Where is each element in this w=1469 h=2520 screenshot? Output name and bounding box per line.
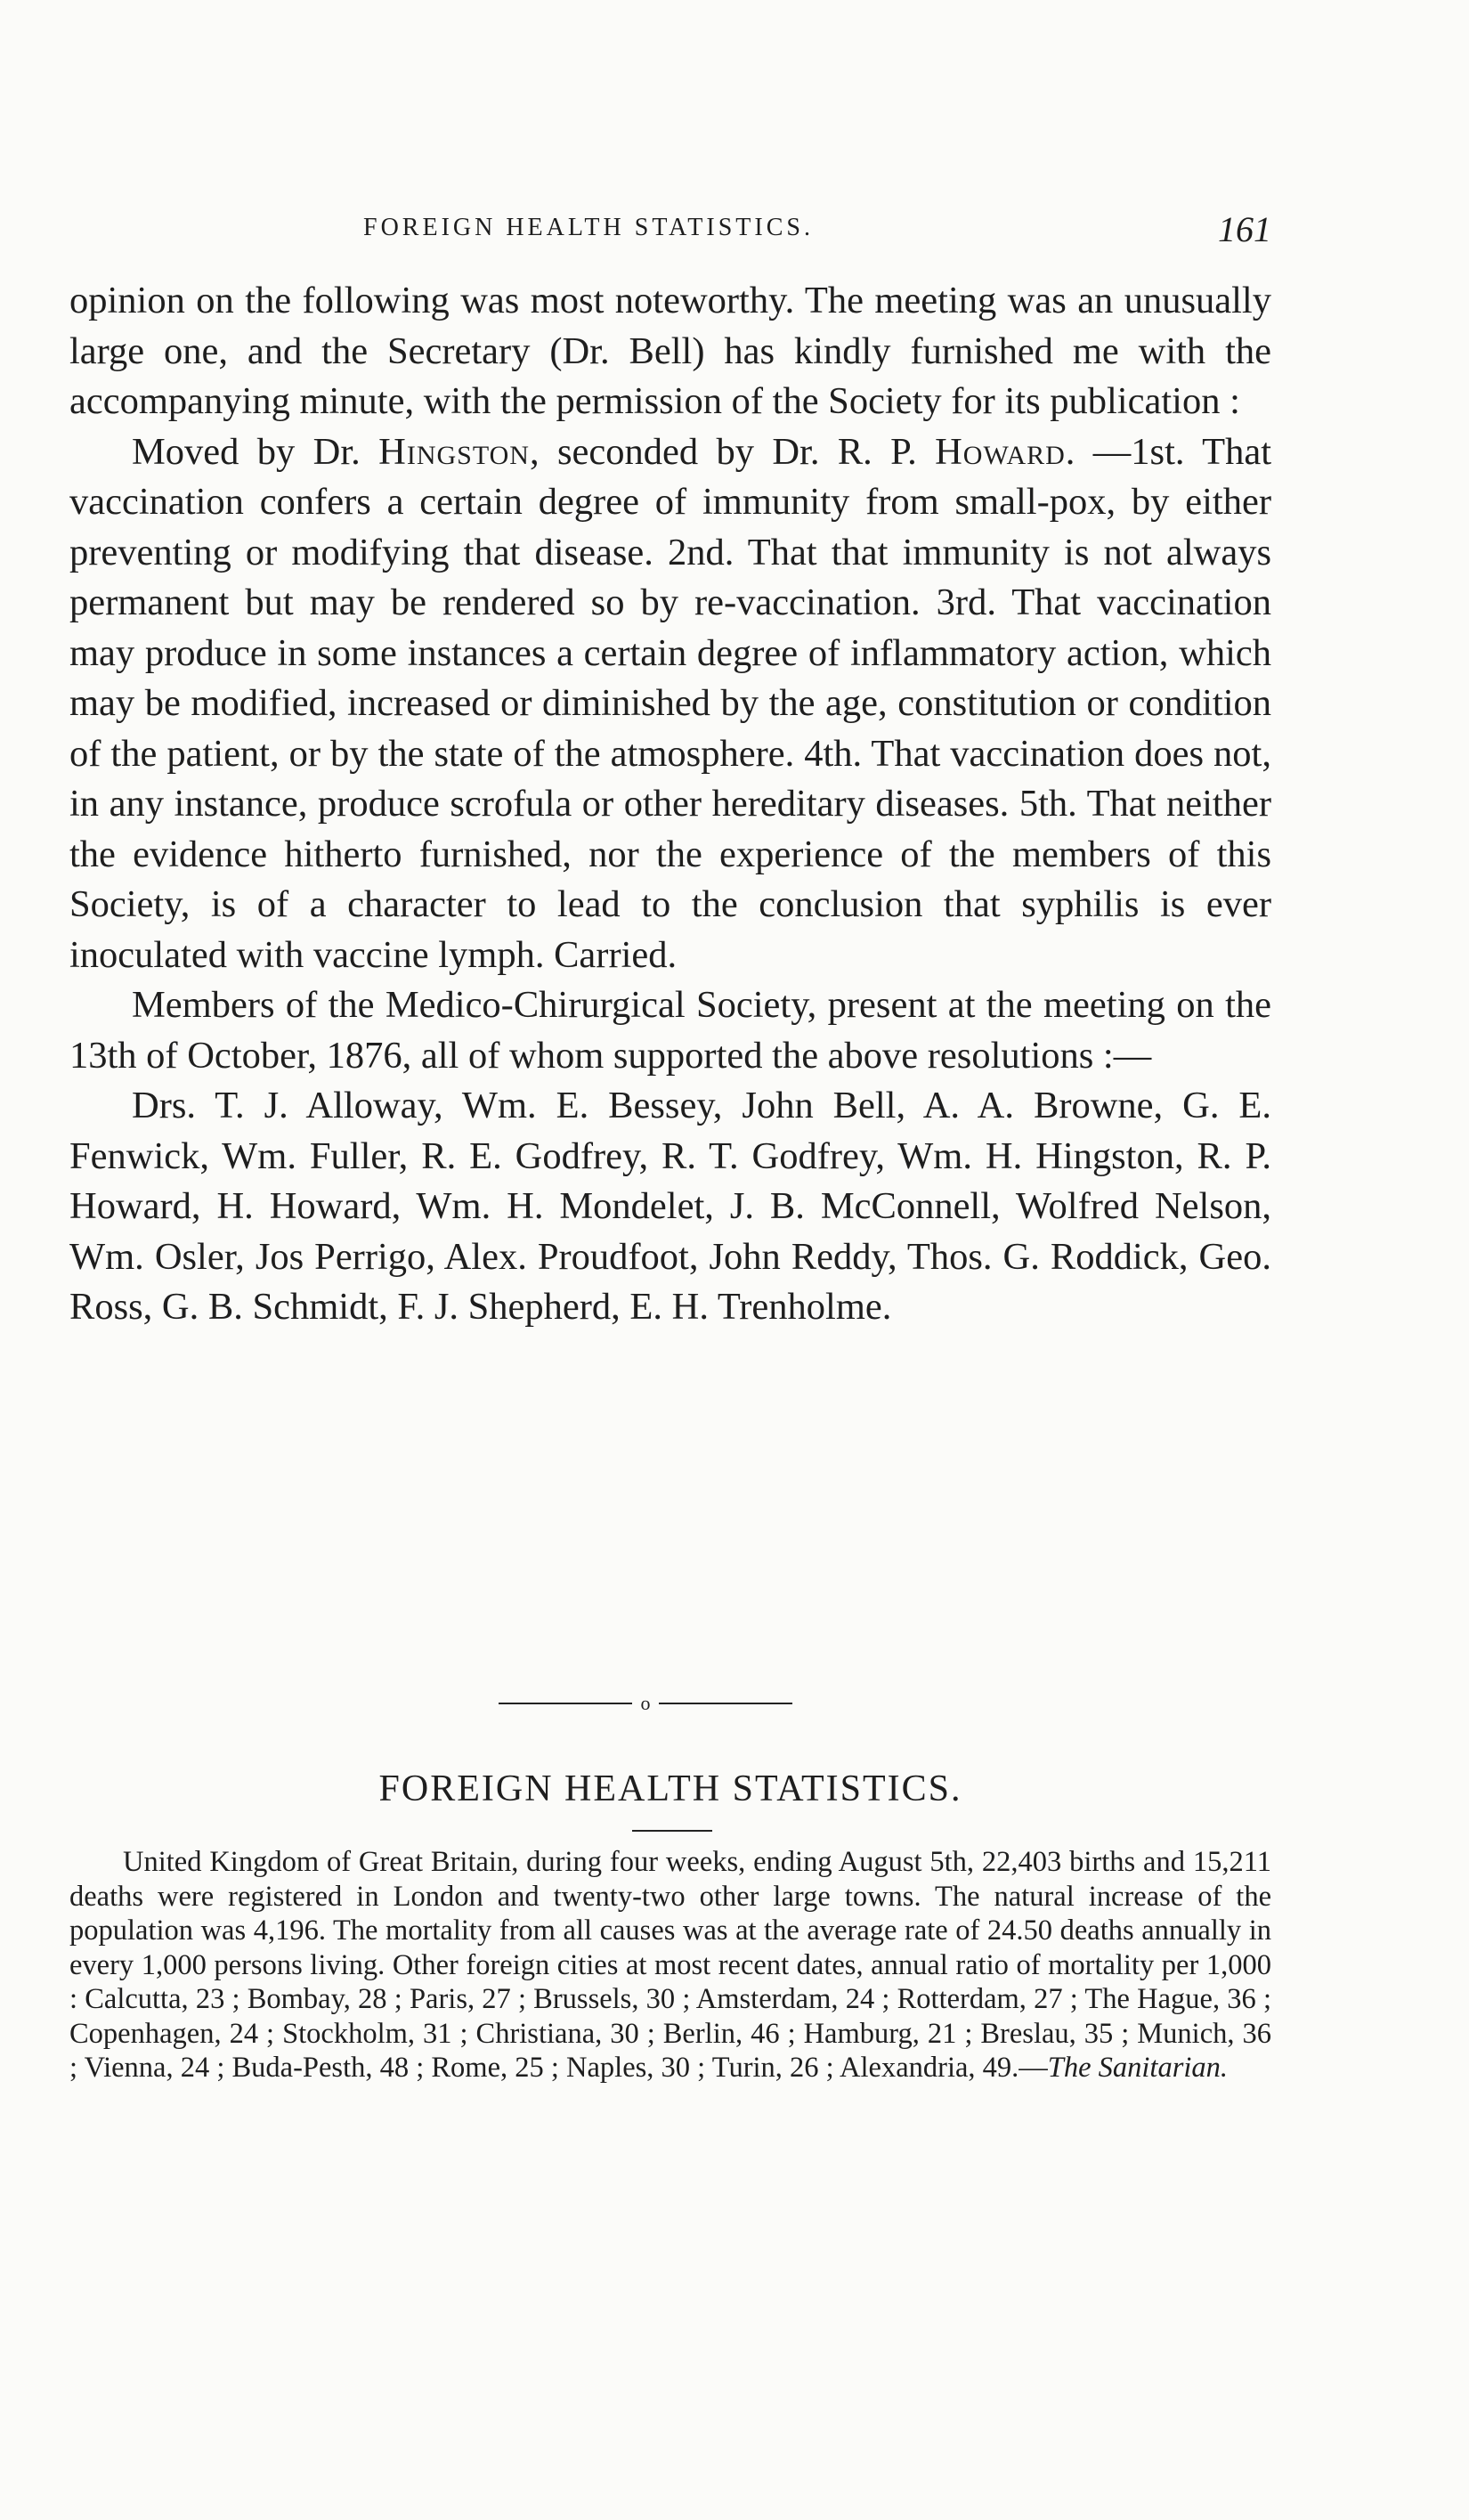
name-howard: Howard xyxy=(935,430,1066,473)
divider-ornament: o xyxy=(640,1692,651,1714)
body-text xyxy=(69,276,1271,1333)
resolution-text-b: , seconded by Dr. R. P. xyxy=(529,430,936,473)
page-number: 161 xyxy=(1218,209,1271,249)
statistics-source: The Sanitarian. xyxy=(1047,2052,1229,2084)
name-hingston: Hingston xyxy=(378,430,530,473)
section-divider xyxy=(499,1690,792,1717)
divider-rule-right xyxy=(659,1703,792,1704)
running-head xyxy=(69,209,1271,249)
heading-rule xyxy=(632,1830,712,1832)
statistics-text xyxy=(69,1845,1271,2085)
paragraph-resolution xyxy=(69,427,1271,981)
paragraph-names: Drs. T. J. Alloway, Wm. E. Bessey, John Bell, A. A. Browne, G. E. Fenwick, Wm. Fuller, R. E. Godfrey, R. T. Godfrey, Wm. H. Hingston, R. P. Howard, H. Howard, Wm. H. Mondelet, J. B. McConnell, Wolfred Nelson, Wm. Osler, Jos Perrigo, Alex. Proudfoot, John Reddy, Thos. G. Roddick, Geo. Ross, G. B. Schmidt, F. J. Shepherd, E. H. Trenholme. xyxy=(69,1085,1271,1328)
resolution-text-c: . —1st. That vaccination confers a certain degree of immunity from small-pox, by either preventing or modifying that disease. 2nd. That that immunity is not always permanent but may be rendered so by re-vaccination. 3rd. That vaccination may produce in some instances a certain degree of inflammatory action, which may be modified, increased or diminished by the age, constitution or condition of the patient, or by the state of the atmosphere. 4th. That vaccination does not, in any instance, produce scrofula or other hereditary diseases. 5th. That neither the evidence hitherto furnished, nor the experience of the members of this Society, is of a character to lead to the conclusion that syphilis is ever inoculated with vaccine lymph. Carried. xyxy=(69,430,1272,976)
paragraph-opinion: opinion on the following was most noteworthy. The meeting was an unusually large one, and the Secretary (Dr. Bell) has kindly furnished me with the accompanying minute, with the permission of the Society for its publication : xyxy=(69,280,1271,422)
running-title: FOREIGN HEALTH STATISTICS. xyxy=(363,214,814,241)
paragraph-members: Members of the Medico-Chirurgical Society, present at the meeting on the 13th of October, 1876, all of whom supported the above resolutions :— xyxy=(69,984,1271,1077)
statistics-body: United Kingdom of Great Britain, during four weeks, ending August 5th, 22,403 births and 15,211 deaths were registered in London and twenty-two other large towns. The natural increase of the population was 4,196. The mortality from all causes was at the average rate of 24.50 deaths annually in every 1,000 persons living. Other foreign cities at most recent dates, annual ratio of mortality per 1,000 : Calcutta, 23 ; Bombay, 28 ; Paris, 27 ; Brussels, 30 ; Amsterdam, 24 ; Rotterdam, 27 ; The Hague, 36 ; Copenhagen, 24 ; Stockholm, 31 ; Christiana, 30 ; Berlin, 46 ; Hamburg, 21 ; Breslau, 35 ; Munich, 36 ; Vienna, 24 ; Buda-Pesth, 48 ; Rome, 25 ; Naples, 30 ; Turin, 26 ; Alexandria, 49.— xyxy=(69,1846,1271,2084)
section-heading: FOREIGN HEALTH STATISTICS. xyxy=(378,1768,962,1809)
resolution-text-a: Moved by Dr. xyxy=(132,430,379,473)
statistics-paragraph xyxy=(69,1845,1271,2085)
divider-rule-left xyxy=(499,1703,632,1704)
